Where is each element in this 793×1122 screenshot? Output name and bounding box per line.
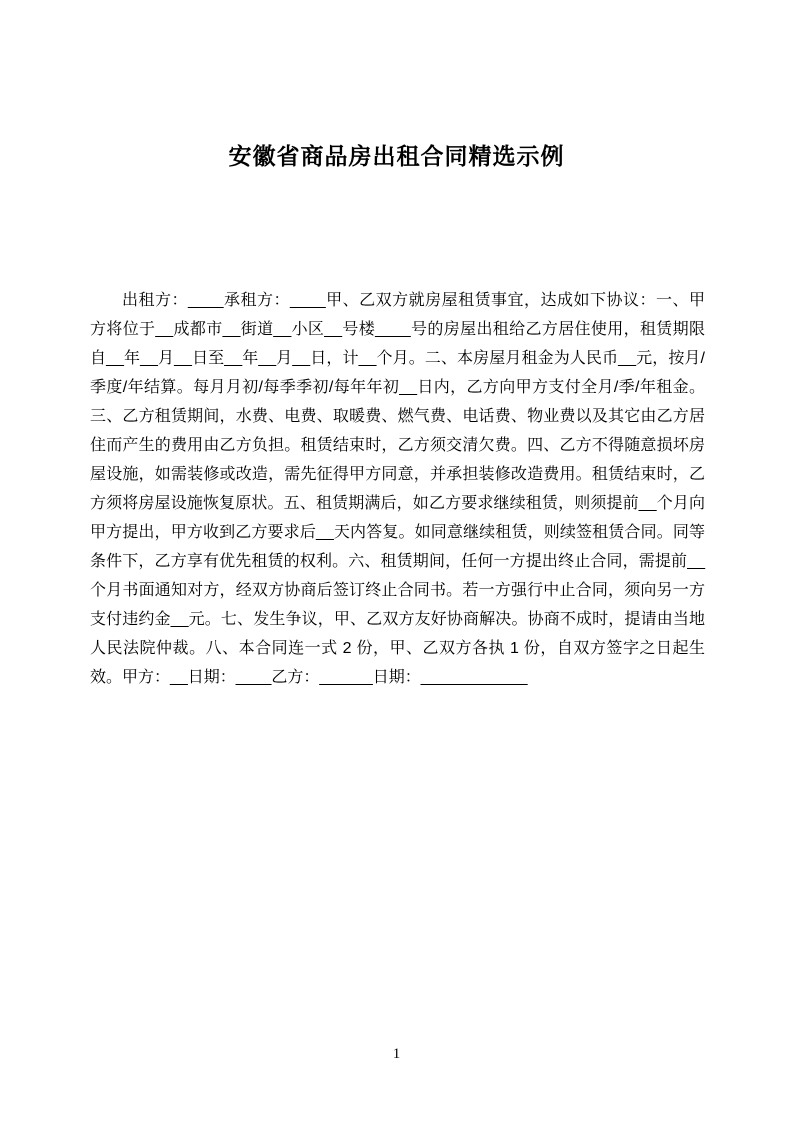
contract-body-paragraph: 出租方：____承租方：____甲、乙双方就房屋租赁事宜，达成如下协议：一、甲方将位于__成都市__街道__小区__号楼____号的房屋出租给乙方居住使用，租赁期限自__年__月__日至__年__月__日，计__个月。二、本房屋月租金为人民币__元，按月/季度/年结算。每月月初/每季季初/每年年初__日内，乙方向甲方支付全月/季/年租金。三、乙方租赁期间，水费、电费、取暖费、燃气费、电话费、物业费以及其它由乙方居住而产生的费用由乙方负担。租赁结束时，乙方须交清欠费。四、乙方不得随意损坏房屋设施，如需装修或改造，需先征得甲方同意，并承担装修改造费用。租赁结束时，乙方须将房屋设施恢复原状。五、租赁期满后，如乙方要求继续租赁，则须提前__个月向甲方提出，甲方收到乙方要求后__天内答复。如同意继续租赁，则续签租赁合同。同等条件下，乙方享有优先租赁的权利。六、租赁期间，任何一方提出终止合同，需提前__个月书面通知对方，经双方协商后签订终止合同书。若一方强行中止合同，须向另一方支付违约金__元。七、发生争议，甲、乙双方友好协商解决。协商不成时，提请由当地人民法院仲裁。八、本合同连一式 2 份，甲、乙双方各执 1 份，自双方签字之日起生效。甲方：__日期：____乙方：______日期：____________	[90, 292, 705, 686]
page-number: 1	[392, 1046, 401, 1062]
document-title: 安徽省商品房出租合同精选示例	[228, 143, 565, 169]
